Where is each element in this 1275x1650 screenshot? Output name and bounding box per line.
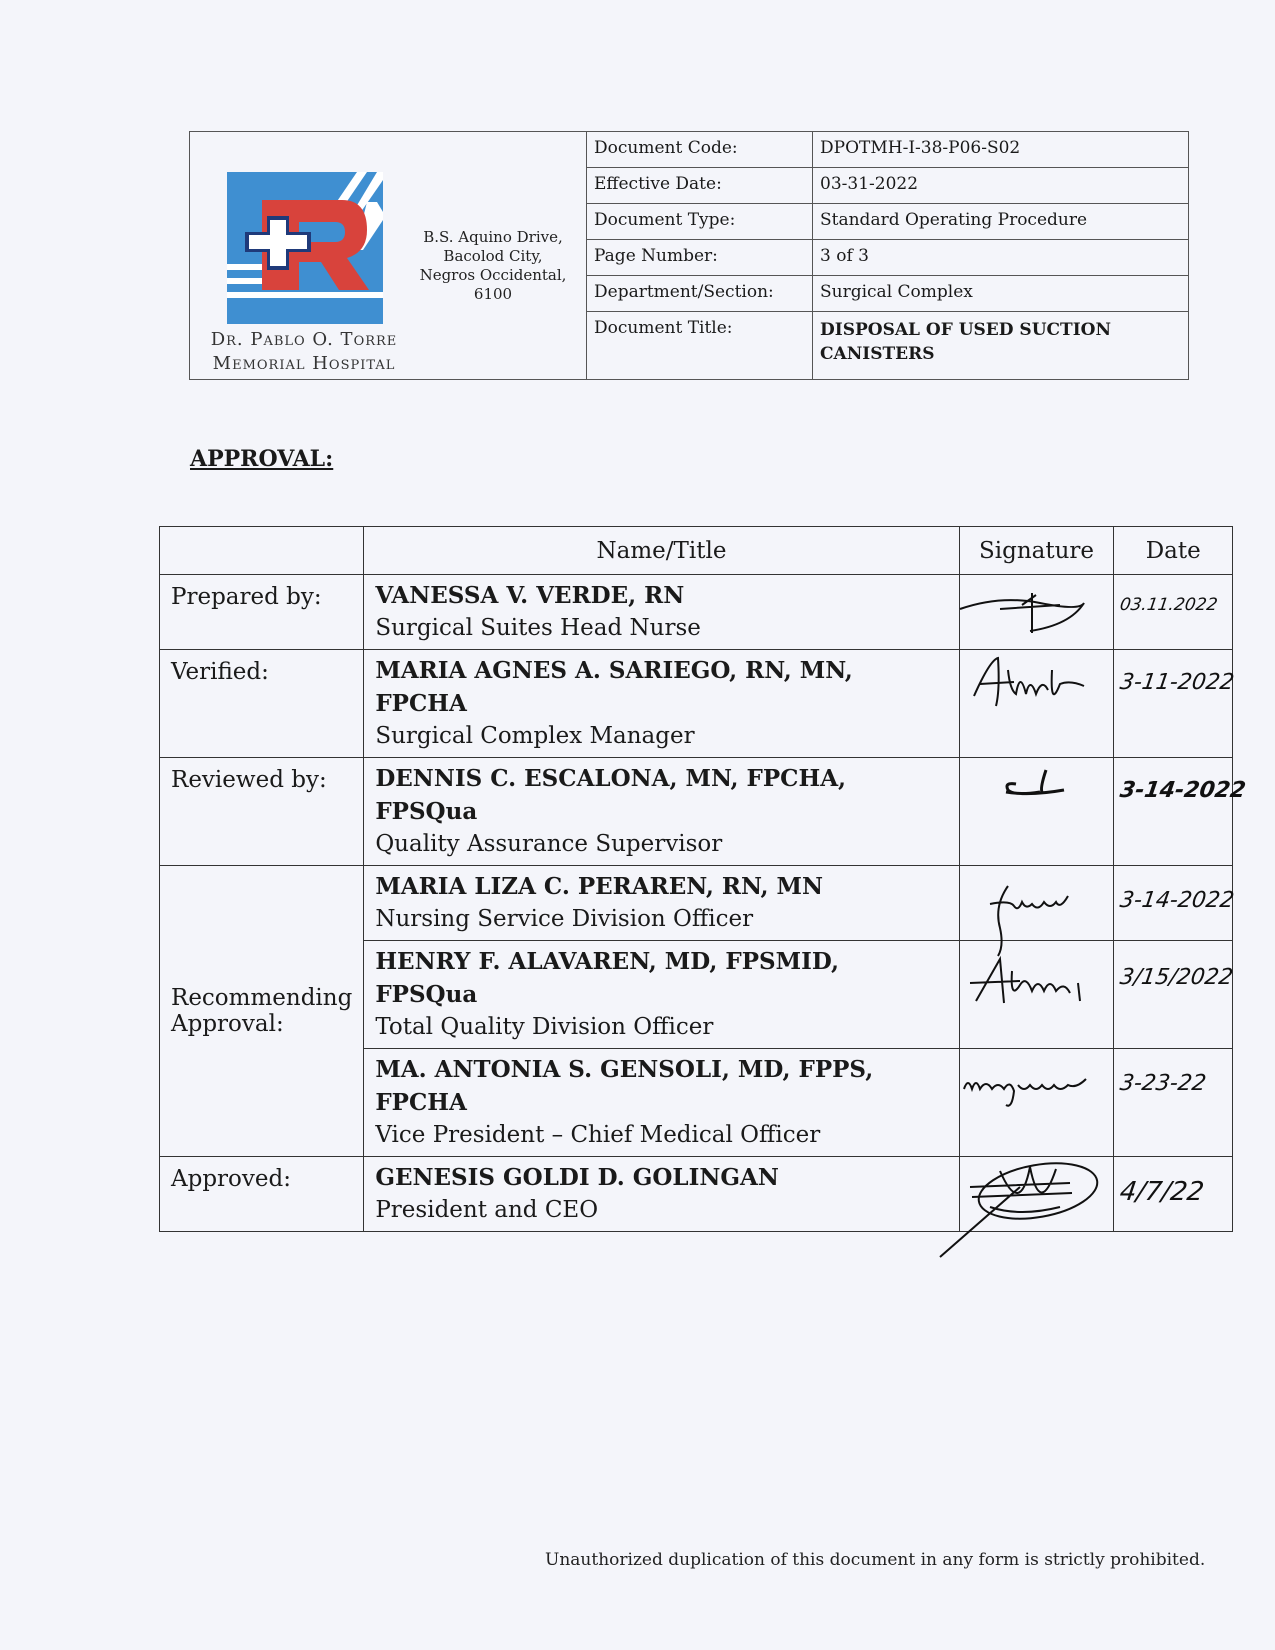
table-row (160, 650, 1233, 758)
field-value: DISPOSAL OF USED SUCTION CANISTERS (820, 320, 1112, 364)
person-title: Surgical Complex Manager (375, 723, 695, 749)
person-cell (364, 866, 959, 941)
handwritten-date: 4/7/22 (1118, 1177, 1207, 1207)
signature-cell (959, 1049, 1114, 1157)
document-header (189, 131, 1189, 380)
date-cell (1114, 1157, 1233, 1232)
hospital-logo-icon (227, 172, 383, 324)
date-cell (1114, 1049, 1233, 1157)
date-cell (1114, 650, 1237, 758)
handwritten-date: 3-11-2022 (1118, 670, 1237, 695)
table-row (160, 575, 1233, 650)
hospital-name (198, 328, 410, 376)
field-department (587, 276, 1188, 312)
hospital-brand (190, 132, 587, 379)
field-page-number (587, 240, 1188, 276)
field-value: DPOTMH-I-38-P06-S02 (820, 138, 1021, 158)
signature-mark (960, 1049, 1115, 1125)
handwritten-date: 3-14-2022 (1118, 888, 1237, 913)
person-name: GENESIS GOLDI D. GOLINGAN (375, 1164, 779, 1191)
person-cell (364, 575, 959, 650)
handwritten-date: 3-14-2022 (1118, 778, 1248, 803)
signature-cell (959, 866, 1114, 941)
table-row (160, 1157, 1233, 1232)
address-line: Negros Occidental, (419, 266, 567, 284)
person-name: MARIA AGNES A. SARIEGO, RN, MN, FPCHA (375, 657, 853, 717)
signature-mark (960, 575, 1115, 643)
date-cell (1114, 758, 1248, 866)
field-value: 03-31-2022 (820, 174, 919, 194)
field-document-title (587, 312, 1188, 379)
address-line: 6100 (473, 285, 513, 303)
person-name: HENRY F. ALAVAREN, MD, FPSMID, FPSQua (375, 948, 839, 1008)
role-cell: Prepared by: (160, 575, 364, 650)
person-title: President and CEO (375, 1197, 599, 1223)
field-label: Document Title: (587, 312, 813, 379)
field-label: Department/Section: (587, 276, 813, 311)
column-header: Date (1114, 527, 1233, 575)
date-cell (1114, 941, 1233, 1049)
person-title: Surgical Suites Head Nurse (375, 615, 701, 641)
field-document-code (587, 132, 1188, 168)
signature-cell (959, 575, 1114, 650)
field-value: Surgical Complex (820, 282, 973, 302)
person-cell (364, 1049, 959, 1157)
hospital-address (418, 228, 568, 304)
person-title: Total Quality Division Officer (375, 1014, 714, 1040)
column-header: Signature (959, 527, 1114, 575)
table-header-row (160, 527, 1233, 575)
hospital-name-line2: Memorial Hospital (212, 353, 396, 374)
signature-cell (959, 650, 1114, 758)
signature-mark (960, 650, 1115, 718)
signature-mark (960, 1157, 1115, 1227)
person-cell (364, 1157, 959, 1232)
field-document-type (587, 204, 1188, 240)
field-value: Standard Operating Procedure (820, 210, 1088, 230)
person-name: VANESSA V. VERDE, RN (375, 582, 685, 609)
person-title: Quality Assurance Supervisor (375, 831, 723, 857)
handwritten-date: 3/15/2022 (1118, 965, 1235, 990)
signature-cell (959, 941, 1114, 1049)
field-label: Document Code: (587, 132, 813, 167)
document-metadata (587, 132, 1188, 379)
person-title: Vice President – Chief Medical Officer (375, 1122, 821, 1148)
signature-cell (959, 758, 1114, 866)
approval-heading: APPROVAL: (190, 446, 334, 472)
field-value: 3 of 3 (820, 246, 869, 266)
date-cell (1114, 575, 1233, 650)
footer-notice: Unauthorized duplication of this document in any form is strictly prohibited. (545, 1550, 1206, 1570)
column-header (160, 527, 364, 575)
person-cell (364, 941, 959, 1049)
handwritten-date: 3-23-22 (1118, 1071, 1209, 1096)
hospital-name-line1: Dr. Pablo O. Torre (210, 329, 398, 350)
role-cell: Verified: (160, 650, 364, 758)
signature-mark (960, 866, 1115, 936)
person-title: Nursing Service Division Officer (375, 906, 754, 932)
column-header: Name/Title (364, 527, 959, 575)
person-name: MARIA LIZA C. PERAREN, RN, MN (375, 873, 824, 900)
person-cell (364, 758, 959, 866)
table-row (160, 866, 1233, 941)
signature-cell (959, 1157, 1114, 1232)
field-label: Page Number: (587, 240, 813, 275)
person-name: MA. ANTONIA S. GENSOLI, MD, FPPS, FPCHA (375, 1056, 874, 1116)
address-line: Bacolod City, (443, 247, 543, 265)
address-line: B.S. Aquino Drive, (423, 228, 563, 246)
handwritten-date: 03.11.2022 (1118, 595, 1220, 615)
field-effective-date (587, 168, 1188, 204)
date-cell (1114, 866, 1237, 941)
approval-table (159, 526, 1248, 1232)
person-cell (364, 650, 959, 758)
role-cell: Reviewed by: (160, 758, 364, 866)
signature-mark (960, 758, 1115, 826)
role-cell: Approved: (160, 1157, 364, 1232)
field-label: Effective Date: (587, 168, 813, 203)
role-cell: Recommending Approval: (160, 866, 364, 1157)
table-row (160, 758, 1233, 866)
signature-mark (960, 941, 1115, 1019)
field-label: Document Type: (587, 204, 813, 239)
person-name: DENNIS C. ESCALONA, MN, FPCHA, FPSQua (375, 765, 847, 825)
